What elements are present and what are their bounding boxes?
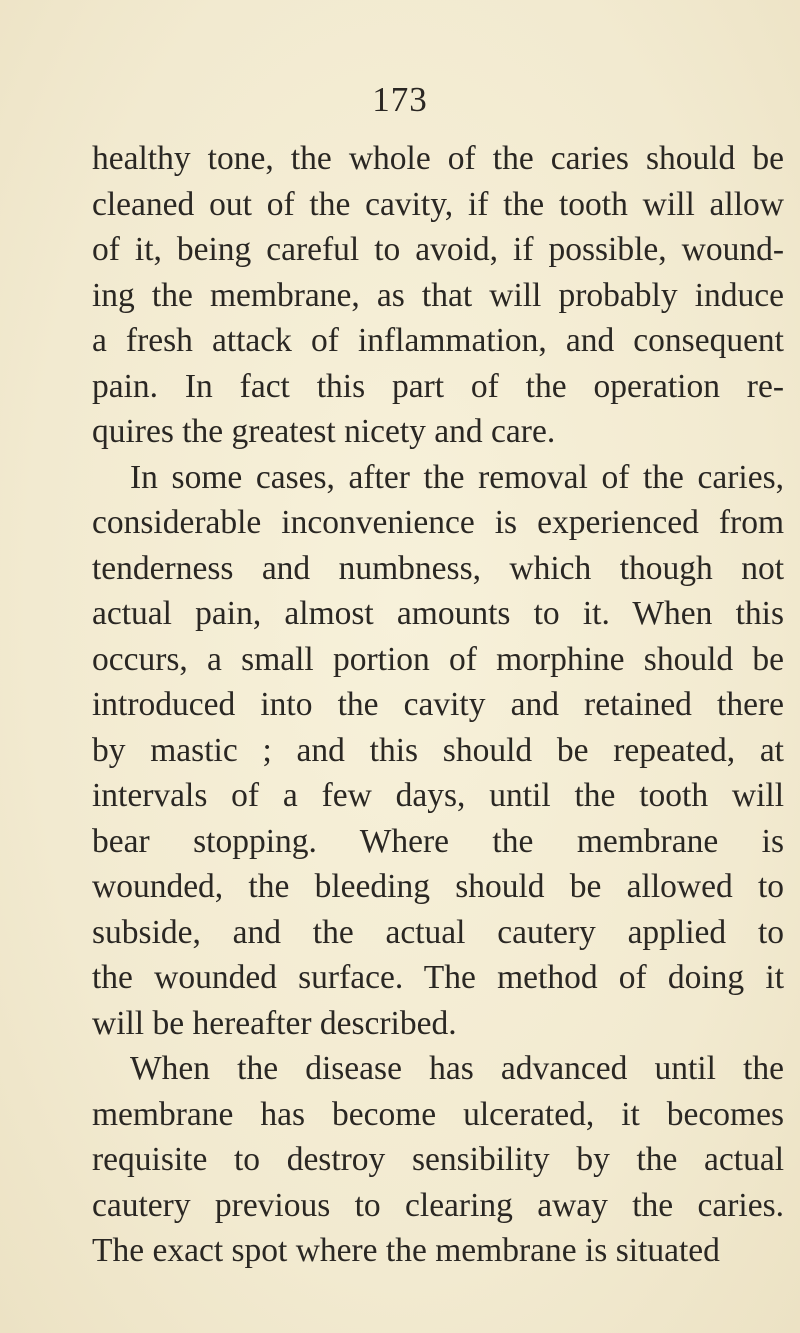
page-number: 173 — [372, 80, 428, 119]
text-line: healthy tone, the whole of the caries should be — [92, 140, 784, 177]
text-line: wounded, the bleeding should be allowed to — [92, 868, 784, 905]
text-line: a fresh attack of inflammation, and consequent — [92, 322, 784, 359]
text-line: occurs, a small portion of morphine should be — [92, 640, 784, 678]
text-line: of it, being careful to avoid, if possible, wound- — [92, 231, 784, 268]
text-line: introduced into the cavity and retained there — [92, 686, 784, 723]
text-line: cautery previous to clearing away the caries. — [92, 1186, 784, 1224]
text-line: tenderness and numbness, which though not — [92, 549, 784, 587]
text-line: pain. In fact this part of the operation re- — [92, 367, 784, 405]
body-text — [92, 136, 784, 1274]
text-line: In some cases, after the removal of the caries, — [130, 458, 784, 496]
text-line: intervals of a few days, until the tooth will — [92, 777, 784, 814]
text-line: When the disease has advanced until the — [130, 1050, 784, 1087]
text-line: quires the greatest nicety and care. — [92, 413, 556, 450]
text-line: The exact spot where the membrane is situated — [92, 1232, 720, 1269]
text-line: cleaned out of the cavity, if the tooth will allow — [92, 185, 784, 223]
text-line: actual pain, almost amounts to it. When this — [92, 595, 784, 632]
text-line: subside, and the actual cautery applied to — [92, 913, 784, 951]
text-line: by mastic ; and this should be repeated, at — [92, 731, 784, 769]
text-line: will be hereafter described. — [92, 1004, 457, 1042]
text-line: membrane has become ulcerated, it becomes — [92, 1095, 784, 1133]
text-line: considerable inconvenience is experienced from — [92, 504, 784, 541]
text-line: ing the membrane, as that will probably induce — [92, 276, 784, 314]
text-line: bear stopping. Where the membrane is — [92, 822, 784, 860]
text-line: requisite to destroy sensibility by the actual — [92, 1141, 784, 1178]
text-line: the wounded surface. The method of doing it — [92, 959, 784, 996]
